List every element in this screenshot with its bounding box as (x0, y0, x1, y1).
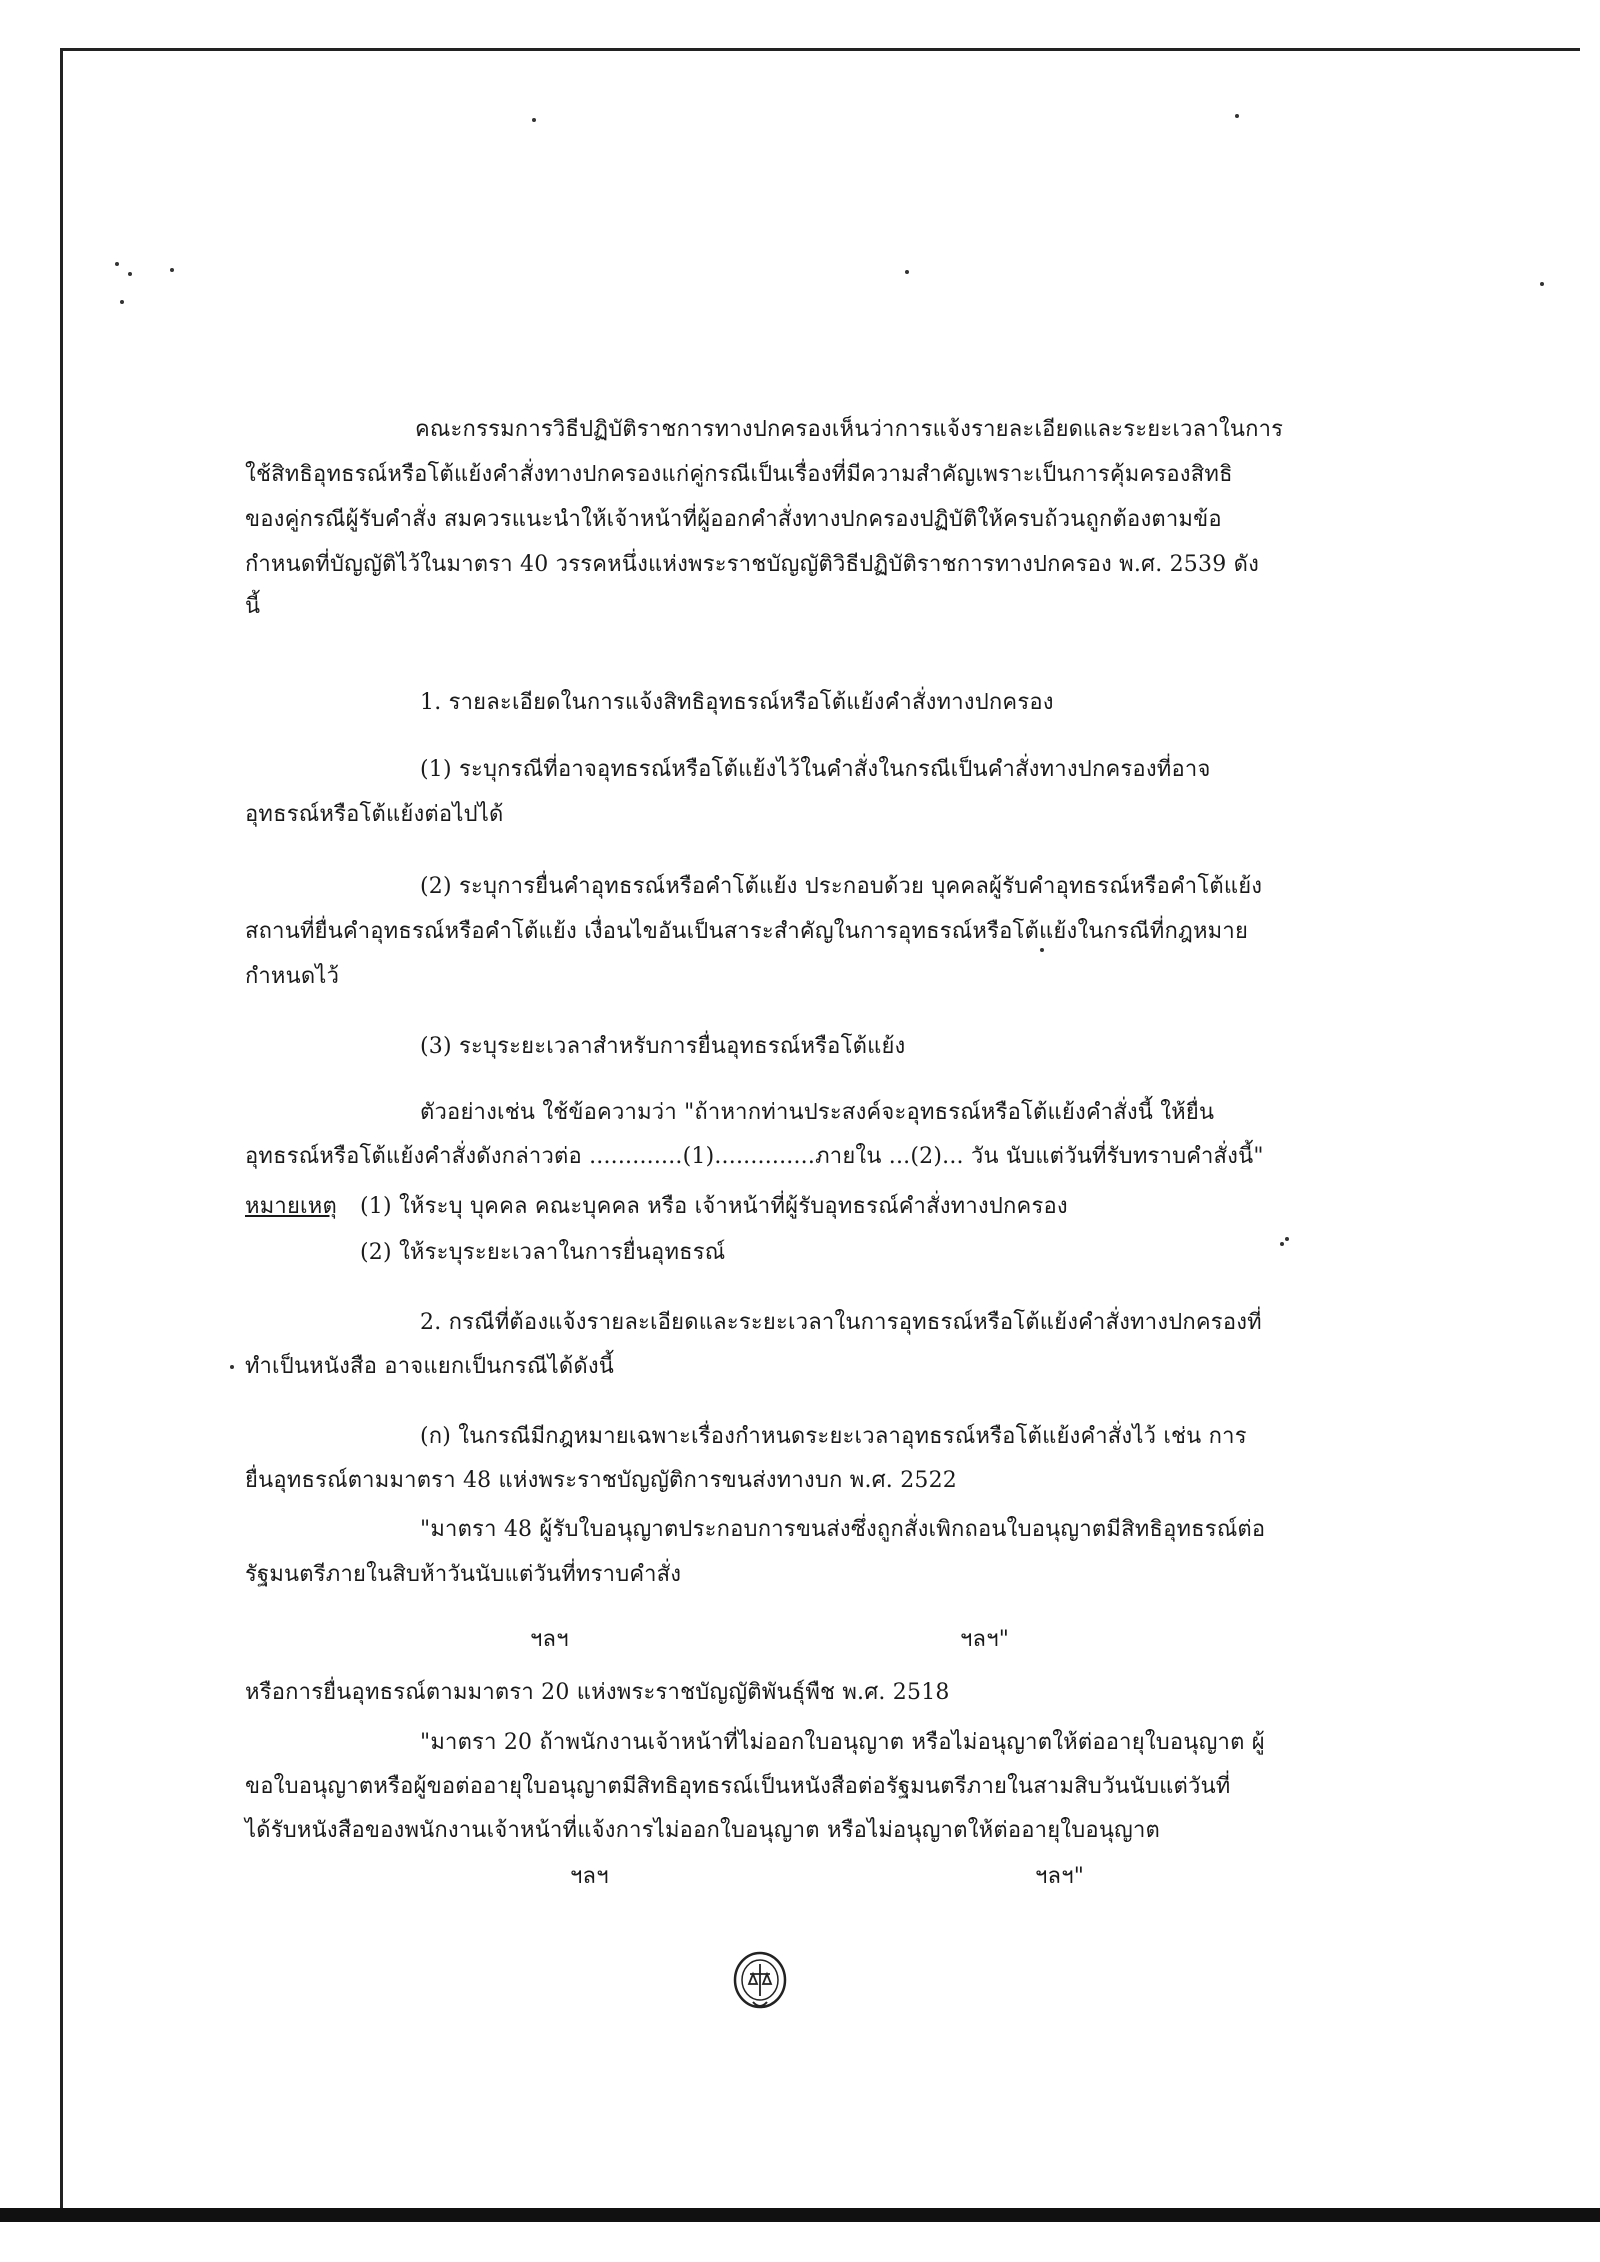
intro-line: คณะกรรมการวิธีปฏิบัติราชการทางปกครองเห็นว่าการแจ้งรายละเอียดและระยะเวลาในการ (415, 417, 1284, 442)
section1-item1-line: อุทธรณ์หรือโต้แย้งต่อไปได้ (245, 802, 504, 827)
quote2-line: "มาตรา 20 ถ้าพนักงานเจ้าหน้าที่ไม่ออกใบอนุญาต หรือไม่อนุญาตให้ต่ออายุใบอนุญาต ผู้ (420, 1730, 1265, 1755)
section2-heading-line: ทำเป็นหนังสือ อาจแยกเป็นกรณีได้ดังนี้ (245, 1354, 615, 1379)
intro-line: ใช้สิทธิอุทธรณ์หรือโต้แย้งคำสั่งทางปกครองแก่คู่กรณีเป็นเรื่องที่มีความสำคัญเพราะเป็นการคุ้มครองสิทธิ (245, 462, 1233, 487)
section1-item3: (3) ระบุระยะเวลาสำหรับการยื่นอุทธรณ์หรือโต้แย้ง (420, 1034, 906, 1059)
case-a-line: ยื่นอุทธรณ์ตามมาตรา 48 แห่งพระราชบัญญัติการขนส่งทางบก พ.ศ. 2522 (245, 1468, 957, 1493)
ellipsis-marker: ฯลฯ" (1035, 1864, 1085, 1889)
quote1-line: "มาตรา 48 ผู้รับใบอนุญาตประกอบการขนส่งซึ่งถูกสั่งเพิกถอนใบอนุญาตมีสิทธิอุทธรณ์ต่อ (420, 1517, 1266, 1542)
scan-speck (128, 272, 132, 276)
scan-speck (115, 262, 119, 266)
scan-speck (1040, 948, 1044, 952)
section1-item2-line: (2) ระบุการยื่นคำอุทธรณ์หรือคำโต้แย้ง ประกอบด้วย บุคคลผู้รับคำอุทธรณ์หรือคำโต้แย้ง (420, 874, 1263, 899)
intro-line: นี้ (245, 594, 261, 619)
quote1-line: รัฐมนตรีภายในสิบห้าวันนับแต่วันที่ทราบคำสั่ง (245, 1562, 682, 1587)
note-line: (1) ให้ระบุ บุคคล คณะบุคคล หรือ เจ้าหน้าที่ผู้รับอุทธรณ์คำสั่งทางปกครอง (360, 1194, 1068, 1219)
or-line: หรือการยื่นอุทธรณ์ตามมาตรา 20 แห่งพระราชบัญญัติพันธุ์พืช พ.ศ. 2518 (245, 1680, 950, 1705)
ellipsis-marker: ฯลฯ (530, 1627, 569, 1652)
scan-speck (532, 118, 536, 122)
section1-item2-line: กำหนดไว้ (245, 964, 340, 989)
ellipsis-marker: ฯลฯ (570, 1864, 609, 1889)
scan-speck (1280, 1242, 1284, 1246)
quote2-line: ได้รับหนังสือของพนักงานเจ้าหน้าที่แจ้งการไม่ออกใบอนุญาต หรือไม่อนุญาตให้ต่ออายุใบอนุญาต (245, 1818, 1161, 1843)
section1-example-line: ตัวอย่างเช่น ใช้ข้อความว่า "ถ้าหากท่านประสงค์จะอุทธรณ์หรือโต้แย้งคำสั่งนี้ ให้ยื่น (420, 1100, 1215, 1125)
page-border-bottom (0, 2208, 1600, 2222)
scan-speck (230, 1365, 234, 1369)
section1-item2-line: สถานที่ยื่นคำอุทธรณ์หรือคำโต้แย้ง เงื่อนไขอันเป็นสาระสำคัญในการอุทธรณ์หรือโต้แย้งในกรณีที่กฎหมาย (245, 919, 1249, 944)
scan-speck (905, 270, 909, 274)
scan-speck (1235, 114, 1239, 118)
note-label: หมายเหตุ (245, 1194, 337, 1219)
seal-emblem-icon (731, 1950, 789, 2014)
section1-heading: 1. รายละเอียดในการแจ้งสิทธิอุทธรณ์หรือโต้แย้งคำสั่งทางปกครอง (420, 690, 1054, 715)
quote2-line: ขอใบอนุญาตหรือผู้ขอต่ออายุใบอนุญาตมีสิทธิอุทธรณ์เป็นหนังสือต่อรัฐมนตรีภายในสามสิบวันนับแต่วันที่ (245, 1774, 1231, 1799)
intro-line: กำหนดที่บัญญัติไว้ในมาตรา 40 วรรคหนึ่งแห่งพระราชบัญญัติวิธีปฏิบัติราชการทางปกครอง พ.ศ. 2539 ดัง (245, 552, 1260, 577)
ellipsis-marker: ฯลฯ" (960, 1627, 1010, 1652)
scan-speck (120, 300, 124, 304)
scan-speck (170, 268, 174, 272)
section2-heading-line: 2. กรณีที่ต้องแจ้งรายละเอียดและระยะเวลาในการอุทธรณ์หรือโต้แย้งคำสั่งทางปกครองที่ (420, 1310, 1262, 1335)
intro-line: ของคู่กรณีผู้รับคำสั่ง สมควรแนะนำให้เจ้าหน้าที่ผู้ออกคำสั่งทางปกครองปฏิบัติให้ครบถ้วนถูกต้องตามข้อ (245, 507, 1222, 532)
page-border-top (60, 48, 1580, 51)
scan-speck (1285, 1237, 1289, 1241)
section1-example-line: อุทธรณ์หรือโต้แย้งคำสั่งดังกล่าวต่อ .............(1)..............ภายใน ...(2)... วัน นับแต่วันที่รับทราบคำสั่งนี้" (245, 1144, 1264, 1169)
scan-speck (1540, 282, 1544, 286)
case-a-line: (ก) ในกรณีมีกฎหมายเฉพาะเรื่องกำหนดระยะเวลาอุทธรณ์หรือโต้แย้งคำสั่งไว้ เช่น การ (420, 1424, 1247, 1449)
note-line: (2) ให้ระบุระยะเวลาในการยื่นอุทธรณ์ (360, 1240, 726, 1265)
page-border-left (60, 48, 63, 2218)
section1-item1-line: (1) ระบุกรณีที่อาจอุทธรณ์หรือโต้แย้งไว้ในคำสั่งในกรณีเป็นคำสั่งทางปกครองที่อาจ (420, 757, 1211, 782)
